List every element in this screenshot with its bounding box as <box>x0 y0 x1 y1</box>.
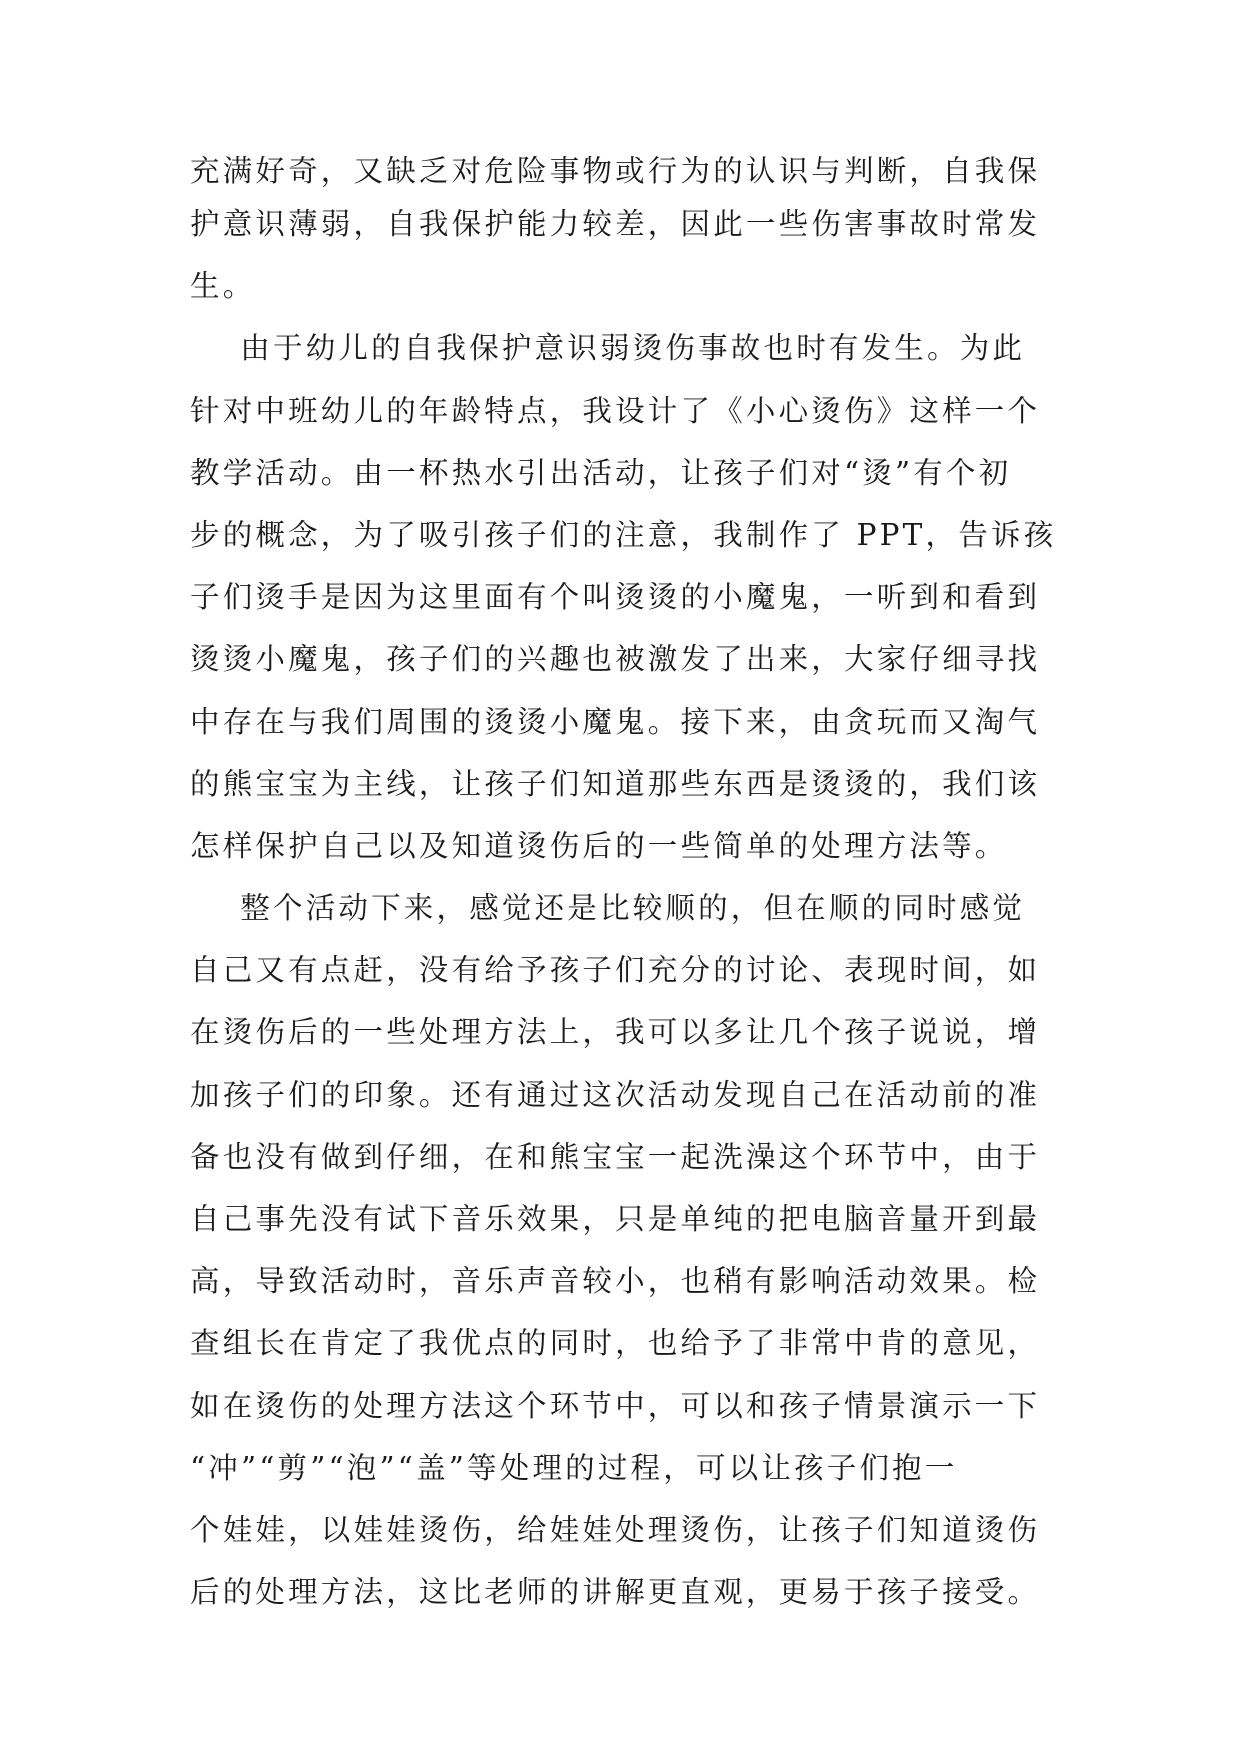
text-line: 高，导致活动时，音乐声音较小，也稍有影响活动效果。检 <box>190 1264 1041 1299</box>
text-line: 自己事先没有试下音乐效果，只是单纯的把电脑音量开到最 <box>190 1202 1041 1236</box>
text-line: 备也没有做到仔细，在和熊宝宝一起洗澡这个环节中，由于 <box>190 1139 1041 1174</box>
text-line: 步的概念，为了吸引孩子们的注意，我制作了 PPT，告诉孩 <box>190 517 1057 552</box>
text-line: 中存在与我们周围的烫烫小魔鬼。接下来，由贪玩而又淘气 <box>190 704 1041 739</box>
text-line: 个娃娃，以娃娃烫伤，给娃娃处理烫伤，让孩子们知道烫伤 <box>190 1512 1041 1547</box>
text-line: 后的处理方法，这比老师的讲解更直观，更易于孩子接受。 <box>190 1575 1041 1610</box>
text-line: 查组长在肯定了我优点的同时，也给予了非常中肯的意见， <box>190 1326 1041 1361</box>
text-line: “冲”“剪”“泡”“盖”等处理的过程，可以让孩子们抱一 <box>190 1450 958 1485</box>
body-text <box>190 150 1070 1623</box>
paragraph-start-line: 整个活动下来，感觉还是比较顺的，但在顺的同时感觉 <box>190 891 1026 926</box>
paragraph-start-line: 由于幼儿的自我保护意识弱烫伤事故也时有发生。为此 <box>190 331 1026 366</box>
text-line: 教学活动。由一杯热水引出活动，让孩子们对“烫”有个初 <box>190 455 1012 490</box>
text-line: 生。 <box>190 269 256 304</box>
text-line: 怎样保护自己以及知道烫伤后的一些简单的处理方法等。 <box>190 828 1008 863</box>
text-line: 如在烫伤的处理方法这个环节中，可以和孩子情景演示一下 <box>190 1388 1041 1423</box>
text-line: 充满好奇，又缺乏对危险事物或行为的认识与判断，自我保 <box>190 154 1041 188</box>
text-line: 自己又有点赶，没有给予孩子们充分的讨论、表现时间，如 <box>190 953 1041 988</box>
text-line: 针对中班幼儿的年龄特点，我设计了《小心烫伤》这样一个 <box>190 393 1041 428</box>
text-line: 烫烫小魔鬼，孩子们的兴趣也被激发了出来，大家仔细寻找 <box>190 642 1041 677</box>
text-line: 子们烫手是因为这里面有个叫烫烫的小魔鬼，一听到和看到 <box>190 580 1041 615</box>
text-line: 在烫伤后的一些处理方法上，我可以多让几个孩子说说，增 <box>190 1015 1041 1050</box>
text-line: 护意识薄弱，自我保护能力较差，因此一些伤害事故时常发 <box>190 207 1041 241</box>
text-line: 加孩子们的印象。还有通过这次活动发现自己在活动前的准 <box>190 1077 1041 1112</box>
text-line: 的熊宝宝为主线，让孩子们知道那些东西是烫烫的，我们该 <box>190 766 1041 801</box>
